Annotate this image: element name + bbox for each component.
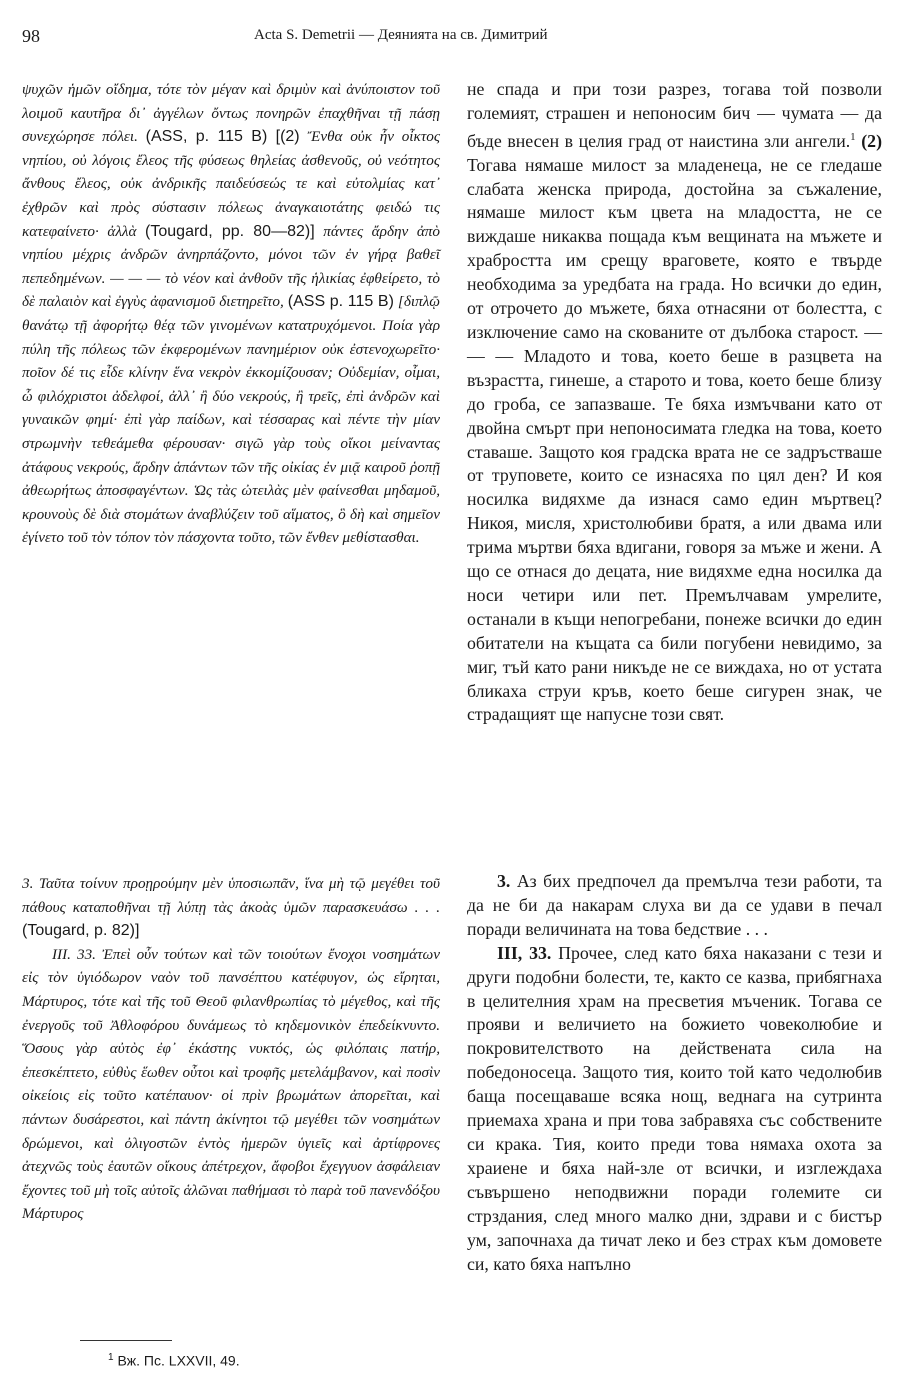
bulgarian-paragraph-33 <box>467 942 882 1277</box>
bulgarian-paragraph-3 <box>467 870 882 942</box>
bulgarian-text: не спада и при този разрез, тогава той позволи големият, страшен и непоносим бич — чумата — да бъде внесен в целия град от наистина зли ангели. <box>467 79 882 151</box>
paragraph-number: (2) <box>861 130 882 151</box>
greek-section-3 <box>22 872 440 1226</box>
bulgarian-text: Прочее, след като бяха наказани с тези и други подобни болести, те, както се казва, прибягнаха в целителния храм на пресветия мъченик. Тогава се прояви и величието на божието човеколюбие и покровителството на действената сила на победоносеца. Защото тия, които той като чедолюбив баща посещаваше всяка нощ, веднага на сутринта приемаха храна и при това забравяха със собствените си крака. Тия, които преди това нямаха охота за храиене и бяха най-зле от всички, и изглеждаха съвършено неподвижни поради големите си стрздания, след много малко дни, здрави и с бистър ум, започнаха да тичат леко и без страх към домовете си, като бяха напълно <box>467 942 882 1274</box>
bulgarian-column <box>467 78 882 727</box>
greek-text: ψυχῶν ἡμῶν οἴδημα, τότε τὸν μέγαν καὶ δριμὺν καὶ ἀνύποιστον τοῦ λοιμοῦ καυτῆρα δι᾽ ἀγγέλων ὄντως πονηρῶν ἐπαχθῆναι τῇ πάσῃ συνεχώρησε πόλει. <box>22 81 440 146</box>
bulgarian-paragraph-1 <box>467 78 882 727</box>
footnote <box>108 1352 240 1369</box>
paragraph-number: III, 33. <box>497 942 552 963</box>
footnote-number: 1 <box>108 1352 114 1363</box>
greek-paragraph-3 <box>22 872 440 943</box>
footnote-divider <box>80 1340 172 1341</box>
greek-text: Ἔνθα οὐκ ἦν οἶκτος νηπίου, οὐ λόγοις ἔλεος τῆς φύσεως θηλείας ἀσθενοῦς, οὐ νεότητος ἄνθους ἔλεος, οὐκ ἀνδρικῆς παιδεύσεώς τε καὶ εὐτολμίας κατ᾽ ἐχθρῶν καὶ πρὸς σύστασιν πόλεως ἀναγκαιοτάτης φειδώ τις κατεφαίνετο· ἀλλὰ <box>22 128 441 240</box>
bulgarian-text: Тогава нямаше милост за младенеца, не се гледаше слабата женска природа, достойна за съжаление, нямаше милост към цвета на младостта, не се виждаше никаква пощада към вещината на мъжете и храбростта им срещу враговете, която е твърде необходима за уредбата на града. Но всички до един, от отрочето до мъжете, бяха отнасяни от болестта, с изключение само на скованите от дълбока старост. — — — Младото и това, което беше в разцвета на възрастта, гинеше, а старото и това, което беше близу до гроба, се запазваше. Те бяха измъчвани като от двойна смърт при непоносимата гледка на това, което ставаше. Защото коя градска врата не се задръстваше от труповете, които се изнасяха по цял ден? И коя носилка видяхме да изнася само един мъртвец? Никоя, мисля, христолюбиви братя, а или двама или трима мъртви бяха вдигани, говоря за мъже и жени. А що се отнася до децата, ние видяхме една носилка да носи четири или пет. Премълчавам умрелите, останали в къщи непогребани, понеже всички до един обитатели на къщата са били погубени невидимо, за миг, тъй като рани никъде не се виждаха, но от устата бликаха струи кръв, което беше сигурен знак, че страдащият ще напусне този свят. <box>467 154 882 725</box>
footnote-text: Вж. Пс. LXXVII, 49. <box>117 1352 240 1369</box>
greek-paragraph-33 <box>22 943 440 1226</box>
paragraph-number: 3. <box>497 871 511 891</box>
greek-text: πάντες ἄρδην ἀπὸ νηπίου μέχρις ἀνδρῶν ἀνηρπάζοντο, μόνοι τῶν ἐν γήρᾳ βαθεῖ πεπεδημένων. — — — τὸ νέον καὶ ἀνθοῦν τῆς ἡλικίας ἐφθείρετο, τὸ δὲ παλαιὸν καὶ ἐγγὺς ἀφανισμοῦ διετηρεῖτο, <box>22 222 441 311</box>
citation: (ASS, p. 115 B) [(2) <box>145 128 300 146</box>
running-title: Acta S. Demetrii — Деянията на св. Димитрий <box>254 27 548 43</box>
bulgarian-text: Аз бих предпочел да премълча тези работи, та да не би да накарам слуха ви да се удави в печал поради величината на това бедствие . . . <box>467 871 882 939</box>
greek-text: III. 33. Ἐπεὶ οὖν τούτων καὶ τῶν τοιούτων ἔνοχοι νοσημάτων εἰς τὸν ὑγιόδωρον ναὸν τοῦ πανσέπτου κατέφυγον, ὡς εἴρηται, Μάρτυρος, τότε καὶ τῆς τοῦ Θεοῦ φιλανθρωπίας τὸ μέγεθος, καὶ τῆς ἐνεργοῦς τοῦ Ἀθλοφόρου δυνάμεως τὸ κηδεμονικὸν ἐπεδείκνυντο. Ὅσους γὰρ αὐτὸς ἐφ᾽ ἑκάστης νυκτός, ὡς φιλόπαις πατήρ, ἐπεσκέπτετο, εὐθὺς ἕωθεν οὗτοι καὶ τροφῆς μετελάμβανον, καὶ ποσὶν οἰκείοις εἰς τοῦτο κατέπαυον· οἱ πρὶν βρωμάτων ἀπορεῖται, καὶ πάντων δυσάρεστοι, καὶ πάντη ἀκίνητοι τῷ μεγέθει τῶν νοσημάτων δρώμενοι, καὶ ὀλιγοστῶν ἐντὸς ἡμερῶν ὑγιεῖς καὶ ἀρτίφρονες ἀτεχνῶς τοὺς ἑαυτῶν οἴκους ἀπέτρεχον, ἄφοβοι ἔχεγγυον ἀσφάλειαν ἔχοντες τοῦ μὴ τοῖς αὐτοῖς ἁλῶναι παθήμασι τὸ παρὰ τοῦ πανενδόξου Μάρτυρος <box>22 945 440 1223</box>
greek-paragraph-1 <box>22 78 440 550</box>
greek-text: 3. Ταῦτα τοίνυν προῃρούμην μὲν ὑποσιωπᾶν, ἵνα μὴ τῷ μεγέθει τοῦ πάθους καταποθῆναι τῇ λύπῃ τὰς ἀκοὰς ὑμῶν παρασκευάσω . . . <box>22 875 440 916</box>
greek-text: [διπλῷ θανάτῳ τῇ ἀφορήτῳ θέᾳ τῶν γινομένων κατατρυχόμενοι. Ποία γὰρ πύλη τῆς πόλεως τῶν ἐκφερομένων πανημέριον οὐκ ἐστενοχωρεῖτο· ποῖον δέ τις εἶδε κλίνην ἕνα νεκρὸν ἐκκομίζουσαν; Οὐδεμίαν, οἶμαι, ὦ φιλόχριστοι ἀδελφοί, ἀλλ᾽ ἢ δύο νεκρούς, ἢ τρεῖς, ἐπὶ ἀνδρῶν καὶ γυναικῶν φημί· ἐπὶ γὰρ παίδων, καὶ τέσσαρας καὶ πέντε τὴν μίαν στρωμνὴν τεθεάμεθα φέρουσαν· σιγῶ γὰρ τοὺς οἴκοι μείναντας ἀτάφους νεκρούς, ἄρδην ἁπάντων τῶν τῆς οἰκίας ἐν μιᾷ καιροῦ ῥοπῇ ἀθεωρήτως ἀποσφαγέντων. Ὡς τὰς ὠτειλὰς μὲν φαίνεσθαι μηδαμοῦ, κρουνοὺς δὲ διὰ στομάτων ἀναβλύζειν τοῦ αἵματος, ὃ δὴ καὶ σημεῖον ἐγίνετο τοῦ τὸν τόπον τὸν πάσχοντα τοῦτο, τῶν ἔνθεν μεθίστασθαι. <box>22 293 441 547</box>
page-number: 98 <box>22 26 40 46</box>
greek-column <box>22 78 440 550</box>
citation: (Tougard, p. 82)] <box>22 922 140 940</box>
citation: (ASS p. 115 B) <box>287 293 394 311</box>
footnote-mark: 1 <box>850 130 856 143</box>
bulgarian-section-3 <box>467 870 882 1276</box>
page-header <box>22 22 880 52</box>
citation: (Tougard, pp. 80—82)] <box>145 222 315 240</box>
